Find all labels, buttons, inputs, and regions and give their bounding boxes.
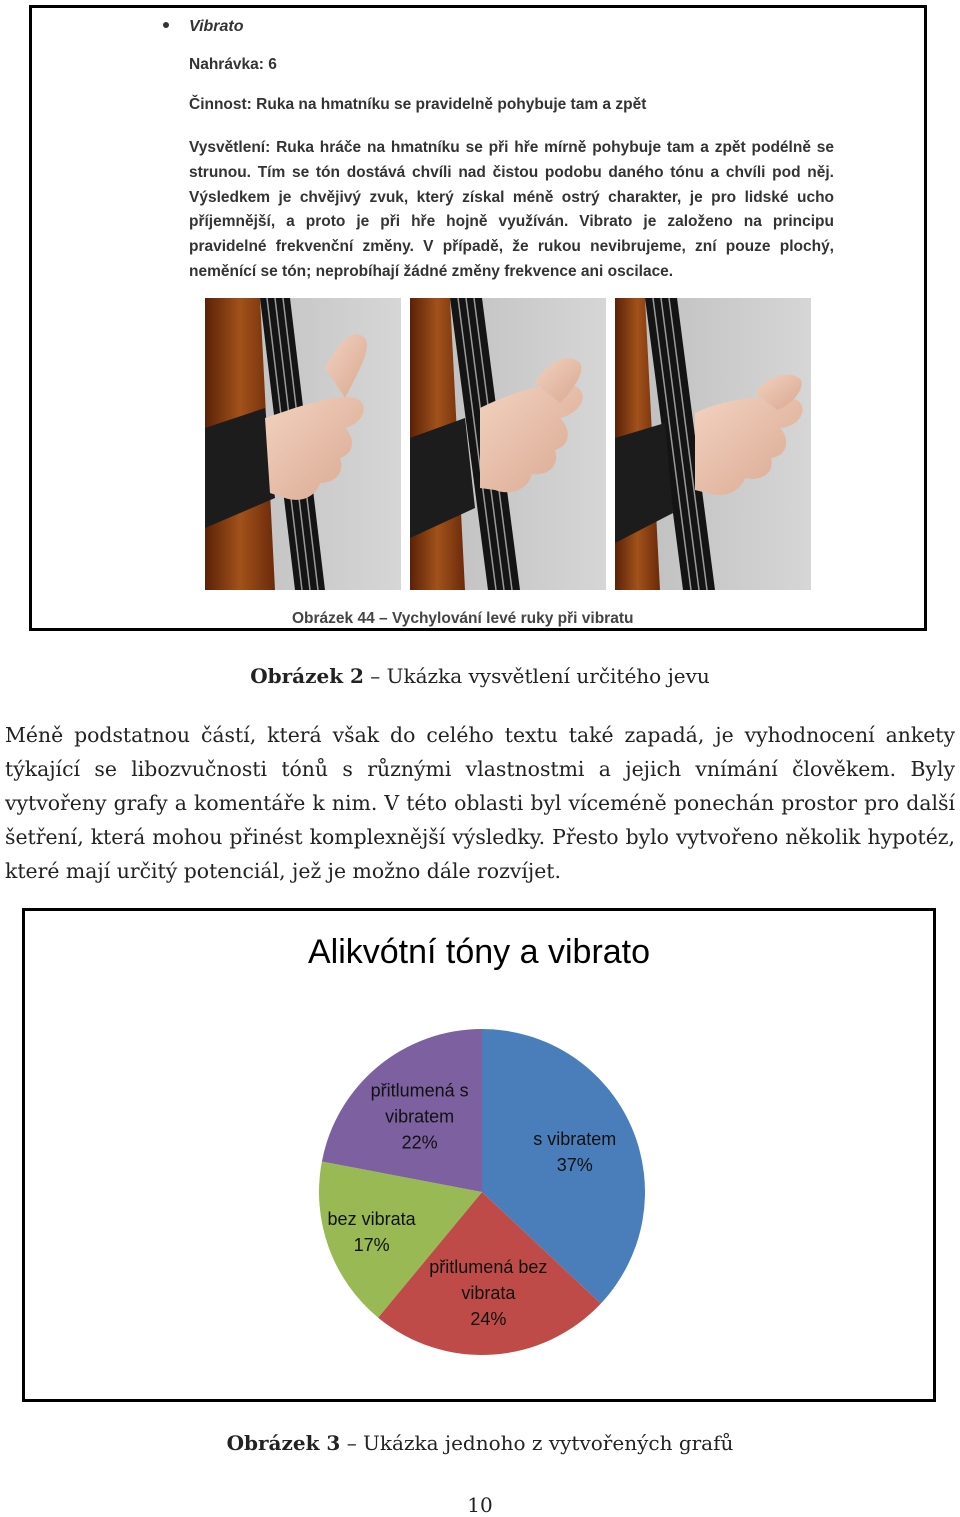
explanation-text: Ruka hráče na hmatníku se při hře mírně pohybuje tam a zpět podélně se strunou. Tím se tón dostává chvíli nad čistou podobu daného tónu a chvíli pod něj. Výsledkem je chvějivý zvuk, který získal méně ostrý charakter, je pro lidské ucho příjemnější, a proto je při hře hojně využíván. Vibrato je založeno na principu pravidelné frekvenční změny. V případě, že rukou nevibrujeme, zní pouze plochý, neměnící se tón; neprobíhají žádné změny frekvence ani oscilace.: [189, 139, 834, 280]
pie-label-3: bez vibrata 17%: [327, 1208, 416, 1255]
figure-2-text: – Ukázka vysvětlení určitého jevu: [363, 664, 710, 688]
figure-3-caption: [0, 1431, 960, 1455]
vibrato-photo-2: [410, 298, 606, 590]
page-number: 10: [467, 1493, 493, 1517]
figure-2-caption: [0, 664, 960, 688]
vibrato-photo-3: [615, 298, 811, 590]
embedded-page-screenshot: [29, 5, 927, 631]
pie-chart-frame: [22, 908, 936, 1402]
vibrato-photo-strip: [205, 298, 811, 590]
figure-2-label: Obrázek 2: [250, 664, 364, 688]
figure-3-text: – Ukázka jednoho z vytvořených grafů: [340, 1431, 734, 1455]
embedded-recording-line: [189, 56, 277, 74]
activity-text: Ruka na hmatníku se pravidelně pohybuje tam a zpět: [256, 96, 647, 113]
vibrato-photo-1: [205, 298, 401, 590]
embedded-bullet-title: Vibrato: [189, 18, 244, 35]
recording-value: 6: [268, 56, 277, 73]
chart-title: Alikvótní tóny a vibrato: [307, 933, 651, 971]
explanation-label: Vysvětlení:: [189, 139, 271, 156]
pie-label-4: přitlumená s vibratem 22%: [370, 1080, 469, 1153]
pie-label-1: s vibratem 37%: [533, 1128, 617, 1175]
embedded-figure-caption: Obrázek 44 – Vychylování levé ruky při vibratu: [292, 610, 634, 627]
bullet-dot-icon: [163, 22, 169, 28]
pie-label-2: přitlumená bez vibrata 24%: [429, 1256, 548, 1329]
body-paragraph: Méně podstatnou částí, která však do celého textu také zapadá, je vyhodnocení ankety týkající se libozvučnosti tónů s různými vlastnostmi a jejich vnímání člověkem. Byly vytvořeny grafy a komentáře k nim. V této oblasti byl víceméně ponechán prostor pro další šetření, která mohou přinést komplexnější výsledky. Přesto bylo vytvořeno několik hypotéz, které mají určitý potenciál, jež je možno dále rozvíjet.: [5, 723, 955, 883]
embedded-explanation: [189, 136, 834, 285]
figure-3-label: Obrázek 3: [226, 1431, 341, 1455]
embedded-activity-line: [189, 96, 646, 114]
recording-label: Nahrávka:: [189, 56, 264, 73]
activity-label: Činnost:: [189, 96, 252, 113]
pie-chart: [25, 911, 933, 1399]
embedded-bullet-heading: [163, 18, 244, 36]
